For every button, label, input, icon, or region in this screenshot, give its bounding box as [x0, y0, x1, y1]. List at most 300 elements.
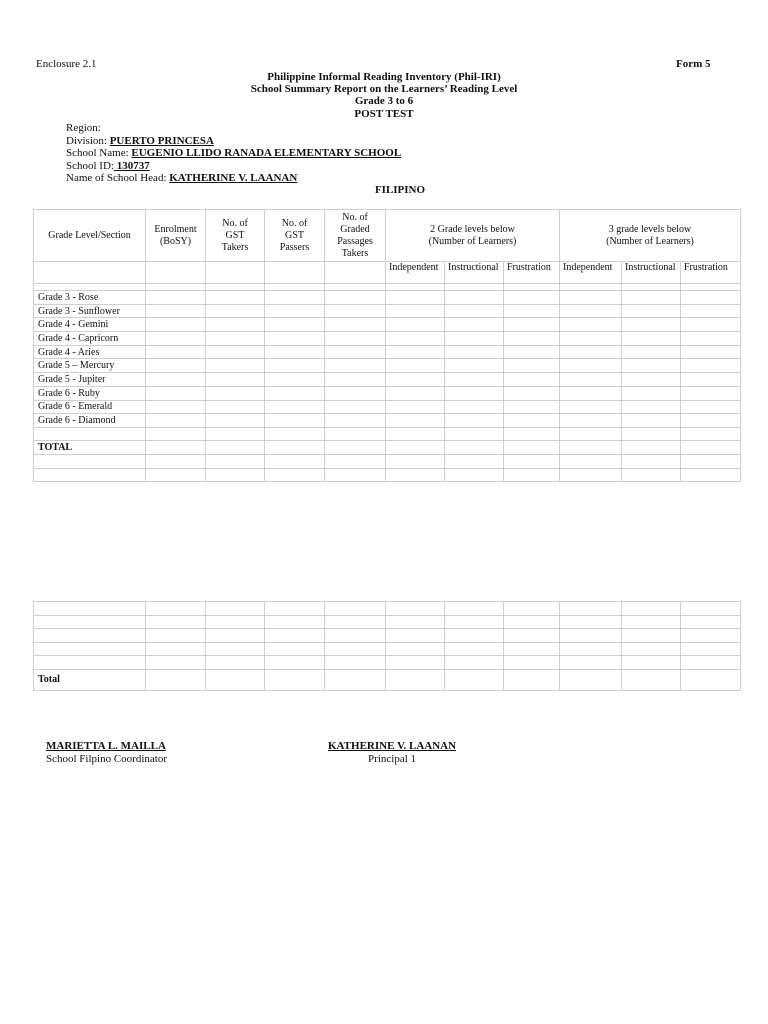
table-cell — [622, 455, 681, 469]
col-header-2-grades-below — [386, 210, 560, 262]
col-header-text: Takers — [341, 247, 369, 259]
table-cell — [265, 262, 325, 284]
school-name-label: School Name: — [66, 147, 132, 160]
table-cell — [265, 414, 325, 428]
table-cell — [560, 373, 622, 387]
table-row — [34, 669, 741, 690]
table-cell — [206, 373, 265, 387]
table-cell — [622, 386, 681, 400]
table-row — [34, 373, 741, 387]
table-cell — [681, 284, 741, 291]
table-cell — [146, 602, 206, 616]
table-cell — [325, 262, 386, 284]
school-info — [66, 122, 401, 185]
table-cell — [445, 386, 504, 400]
table-row — [34, 615, 741, 629]
table-cell — [146, 304, 206, 318]
table-cell — [146, 629, 206, 643]
table-cell — [206, 400, 265, 414]
table-cell — [325, 304, 386, 318]
col-header-text: Enrolment — [154, 223, 197, 235]
table-row — [34, 602, 741, 616]
table-cell — [386, 455, 445, 469]
table-cell — [445, 642, 504, 656]
reading-level-table — [33, 209, 741, 482]
table-cell — [265, 386, 325, 400]
table-cell — [622, 642, 681, 656]
table-cell — [386, 414, 445, 428]
table-cell — [325, 629, 386, 643]
table-cell — [560, 441, 622, 455]
table-row — [34, 332, 741, 346]
table-cell — [622, 656, 681, 670]
table-cell — [560, 284, 622, 291]
table-row — [34, 441, 741, 455]
table-cell — [622, 373, 681, 387]
table-cell — [206, 642, 265, 656]
col-header-enrolment — [146, 210, 206, 262]
table-cell — [206, 629, 265, 643]
col-header-text: Graded — [340, 223, 370, 235]
table-cell — [560, 602, 622, 616]
table-cell — [386, 373, 445, 387]
table-cell — [146, 291, 206, 305]
table-cell — [681, 615, 741, 629]
coordinator-name: MARIETTA L. MAILLA — [46, 740, 166, 752]
division-line — [66, 135, 401, 148]
report-title-block — [0, 71, 768, 120]
col-header-text: Passages — [337, 235, 373, 247]
table-cell — [34, 284, 146, 291]
table-cell — [325, 615, 386, 629]
table-cell — [206, 414, 265, 428]
col-header-text: (Number of Learners) — [606, 235, 694, 247]
table-cell — [622, 441, 681, 455]
table-cell — [560, 414, 622, 428]
table-cell — [681, 373, 741, 387]
table-cell — [265, 373, 325, 387]
table-cell — [146, 414, 206, 428]
table-row — [34, 291, 741, 305]
table-cell — [325, 656, 386, 670]
table-cell — [146, 400, 206, 414]
table-cell — [560, 642, 622, 656]
table-cell — [622, 304, 681, 318]
col-header-text: No. of — [222, 217, 248, 229]
table-cell — [206, 304, 265, 318]
table-cell — [325, 455, 386, 469]
table-cell — [445, 359, 504, 373]
table-cell — [34, 455, 146, 469]
enclosure-label: Enclosure 2.1 — [36, 58, 97, 70]
table-cell — [504, 414, 560, 428]
col-header-text: Takers — [221, 241, 249, 253]
table-subheader-row — [34, 262, 741, 284]
school-head-label: Name of School Head: — [66, 172, 170, 185]
division-label: Division: — [66, 134, 110, 147]
table-cell — [386, 629, 445, 643]
table-row — [34, 284, 741, 291]
table-cell — [622, 359, 681, 373]
table-cell — [206, 291, 265, 305]
table-cell — [445, 400, 504, 414]
table-cell — [34, 427, 146, 441]
table-cell — [206, 332, 265, 346]
col-header-text: No. of — [281, 217, 308, 229]
table-cell — [504, 332, 560, 346]
table-row — [34, 345, 741, 359]
table-cell — [622, 468, 681, 482]
table-cell — [325, 359, 386, 373]
table-row — [34, 455, 741, 469]
table-cell — [386, 359, 445, 373]
table-cell — [34, 642, 146, 656]
table-cell — [265, 669, 325, 690]
table-cell — [265, 615, 325, 629]
table-cell — [325, 602, 386, 616]
table-cell — [560, 318, 622, 332]
table-cell — [146, 455, 206, 469]
table-row — [34, 304, 741, 318]
principal-signature — [328, 740, 456, 766]
table-cell — [504, 455, 560, 469]
table-cell — [265, 629, 325, 643]
table-cell — [504, 359, 560, 373]
table-row — [34, 468, 741, 482]
table-cell — [386, 427, 445, 441]
table-cell — [386, 602, 445, 616]
table-cell — [34, 468, 146, 482]
table-cell — [622, 427, 681, 441]
table-cell — [265, 345, 325, 359]
table-row — [34, 400, 741, 414]
row-label: Grade 6 - Diamond — [34, 414, 146, 428]
table-cell — [681, 414, 741, 428]
table-cell — [206, 602, 265, 616]
table-cell — [681, 468, 741, 482]
table-cell — [325, 441, 386, 455]
table-cell — [386, 656, 445, 670]
table-cell — [146, 373, 206, 387]
table-cell — [265, 602, 325, 616]
table-cell — [622, 345, 681, 359]
table-cell — [325, 386, 386, 400]
form-number: Form 5 — [676, 58, 711, 70]
row-label: Grade 5 - Jupiter — [34, 373, 146, 387]
table-cell — [146, 345, 206, 359]
table-cell — [445, 669, 504, 690]
table-cell — [445, 602, 504, 616]
table-cell — [265, 400, 325, 414]
table-cell — [622, 332, 681, 346]
principal-role: Principal 1 — [368, 753, 417, 765]
col-header-text: GST — [225, 229, 245, 241]
table-cell — [386, 615, 445, 629]
school-id-value: 130737 — [113, 159, 150, 172]
second-table — [33, 601, 741, 691]
table-cell — [681, 642, 741, 656]
row-label: Grade 4 - Aries — [34, 345, 146, 359]
table-cell — [206, 359, 265, 373]
table-cell — [445, 332, 504, 346]
table-cell — [504, 284, 560, 291]
table-cell — [146, 468, 206, 482]
table-cell — [146, 427, 206, 441]
table-row — [34, 318, 741, 332]
region-label: Region: — [66, 122, 101, 134]
table-cell — [206, 427, 265, 441]
table-cell — [265, 291, 325, 305]
col-header-3-grades-below — [560, 210, 741, 262]
table-cell — [560, 427, 622, 441]
table-cell — [146, 642, 206, 656]
table-cell — [34, 602, 146, 616]
table-header-row — [34, 210, 741, 262]
table-row — [34, 629, 741, 643]
school-head-value: KATHERINE V. LAANAN — [169, 172, 298, 185]
col-header-text: 3 grade levels below — [608, 223, 692, 235]
table-cell — [445, 468, 504, 482]
table-cell — [325, 468, 386, 482]
table-cell — [265, 441, 325, 455]
table-cell — [206, 455, 265, 469]
table-cell — [325, 291, 386, 305]
row-label: Grade 6 - Ruby — [34, 386, 146, 400]
table-row — [34, 427, 741, 441]
table-row — [34, 386, 741, 400]
table-cell — [622, 602, 681, 616]
table-cell — [445, 441, 504, 455]
table-cell — [504, 615, 560, 629]
table-cell — [265, 468, 325, 482]
table-cell — [265, 304, 325, 318]
table-cell — [560, 629, 622, 643]
coordinator-role: School Filpino Coordinator — [46, 753, 167, 765]
table-cell — [265, 656, 325, 670]
table-cell — [445, 284, 504, 291]
table-cell — [560, 669, 622, 690]
report-subtitle: School Summary Report on the Learners’ Reading Level — [250, 83, 518, 96]
table-cell — [622, 615, 681, 629]
col-header-gst-passers — [265, 210, 325, 262]
table-cell — [445, 345, 504, 359]
table-cell — [504, 373, 560, 387]
table-cell — [504, 468, 560, 482]
table-cell — [445, 615, 504, 629]
table-cell — [504, 656, 560, 670]
table-cell — [206, 615, 265, 629]
table-cell — [386, 669, 445, 690]
table-cell — [206, 468, 265, 482]
row-label: Grade 3 - Sunflower — [34, 304, 146, 318]
table-cell — [681, 291, 741, 305]
table-cell — [681, 656, 741, 670]
table-cell — [386, 304, 445, 318]
grade-range: Grade 3 to 6 — [354, 95, 414, 108]
table-cell — [325, 414, 386, 428]
test-type: POST TEST — [354, 107, 414, 120]
table-cell — [146, 386, 206, 400]
table-cell — [622, 291, 681, 305]
table-cell — [386, 400, 445, 414]
col-header-text: GST — [285, 229, 304, 241]
table-cell — [325, 318, 386, 332]
table-cell — [34, 615, 146, 629]
report-title: Philippine Informal Reading Inventory (Phil-IRI) — [267, 71, 501, 83]
table-cell — [34, 262, 146, 284]
table-row — [34, 642, 741, 656]
subheader-independent: Independent — [560, 262, 622, 284]
subheader-independent: Independent — [386, 262, 445, 284]
table-cell — [622, 669, 681, 690]
table-cell — [681, 602, 741, 616]
col-header-gst-takers — [206, 210, 265, 262]
table-cell — [681, 332, 741, 346]
table-cell — [325, 642, 386, 656]
table-cell — [681, 669, 741, 690]
row-label: Total — [34, 669, 146, 690]
table-cell — [560, 304, 622, 318]
table-cell — [681, 304, 741, 318]
table-cell — [560, 386, 622, 400]
table-cell — [386, 386, 445, 400]
school-id-line — [66, 160, 401, 173]
table-cell — [560, 345, 622, 359]
table-cell — [622, 284, 681, 291]
table-cell — [504, 602, 560, 616]
col-header-text: (Number of Learners) — [428, 235, 517, 247]
table-cell — [681, 386, 741, 400]
table-cell — [560, 332, 622, 346]
table-cell — [445, 318, 504, 332]
table-cell — [681, 441, 741, 455]
subheader-instructional: Instructional — [622, 262, 681, 284]
table-cell — [681, 455, 741, 469]
table-cell — [206, 386, 265, 400]
table-row — [34, 359, 741, 373]
table-cell — [445, 455, 504, 469]
table-cell — [560, 468, 622, 482]
school-id-label: School ID: — [66, 159, 114, 172]
table-cell — [445, 304, 504, 318]
table-cell — [206, 345, 265, 359]
table-cell — [386, 318, 445, 332]
table-cell — [325, 373, 386, 387]
table-cell — [386, 468, 445, 482]
table-cell — [325, 400, 386, 414]
col-header-graded-passages — [325, 210, 386, 262]
table-cell — [325, 332, 386, 346]
table-cell — [681, 359, 741, 373]
table-cell — [504, 345, 560, 359]
table-cell — [325, 345, 386, 359]
table-cell — [445, 629, 504, 643]
table-cell — [386, 345, 445, 359]
table-cell — [681, 345, 741, 359]
table-cell — [206, 318, 265, 332]
table-cell — [386, 291, 445, 305]
table-cell — [146, 284, 206, 291]
table-cell — [560, 359, 622, 373]
table-cell — [504, 629, 560, 643]
table-cell — [34, 656, 146, 670]
school-name-line — [66, 147, 401, 160]
table-cell — [445, 291, 504, 305]
col-header-grade-level: Grade Level/Section — [34, 210, 146, 262]
col-header-text: No. of — [342, 211, 368, 223]
table-cell — [386, 332, 445, 346]
division-value: PUERTO PRINCESA — [109, 134, 214, 147]
table-cell — [265, 284, 325, 291]
table-cell — [146, 615, 206, 629]
table-cell — [622, 400, 681, 414]
school-name-value: EUGENIO LLIDO RANADA ELEMENTARY SCHOOL — [131, 147, 402, 160]
table-cell — [681, 318, 741, 332]
table-cell — [560, 615, 622, 629]
table-cell — [504, 400, 560, 414]
table-cell — [504, 386, 560, 400]
table-cell — [445, 656, 504, 670]
row-label: Grade 4 - Capricorn — [34, 332, 146, 346]
table-cell — [146, 656, 206, 670]
table-cell — [681, 629, 741, 643]
col-header-text: 2 Grade levels below — [430, 223, 515, 235]
table-cell — [504, 318, 560, 332]
table-cell — [206, 284, 265, 291]
table-cell — [265, 359, 325, 373]
row-label: TOTAL — [34, 441, 146, 455]
row-label: Grade 5 – Mercury — [34, 359, 146, 373]
table-cell — [265, 455, 325, 469]
table-cell — [206, 669, 265, 690]
principal-name: KATHERINE V. LAANAN — [328, 740, 457, 752]
table-cell — [146, 441, 206, 455]
table-cell — [265, 318, 325, 332]
table-cell — [504, 642, 560, 656]
col-header-text: (BoSY) — [159, 235, 192, 247]
table-cell — [504, 441, 560, 455]
table-cell — [622, 318, 681, 332]
table-cell — [206, 262, 265, 284]
table-cell — [445, 427, 504, 441]
table-cell — [206, 656, 265, 670]
table-cell — [504, 291, 560, 305]
table-cell — [445, 414, 504, 428]
table-cell — [681, 400, 741, 414]
table-cell — [386, 441, 445, 455]
table-cell — [560, 291, 622, 305]
table-cell — [622, 414, 681, 428]
table-cell — [146, 318, 206, 332]
table-cell — [622, 629, 681, 643]
table-cell — [146, 359, 206, 373]
subject-heading: FILIPINO — [374, 184, 426, 196]
table-cell — [560, 455, 622, 469]
table-cell — [206, 441, 265, 455]
table-cell — [504, 669, 560, 690]
table-cell — [265, 427, 325, 441]
table-cell — [325, 284, 386, 291]
table-row — [34, 656, 741, 670]
region-line — [66, 122, 401, 135]
table-cell — [386, 284, 445, 291]
row-label: Grade 4 - Gemini — [34, 318, 146, 332]
table-row — [34, 414, 741, 428]
table-cell — [34, 629, 146, 643]
table-cell — [325, 669, 386, 690]
row-label: Grade 3 - Rose — [34, 291, 146, 305]
table-cell — [560, 656, 622, 670]
